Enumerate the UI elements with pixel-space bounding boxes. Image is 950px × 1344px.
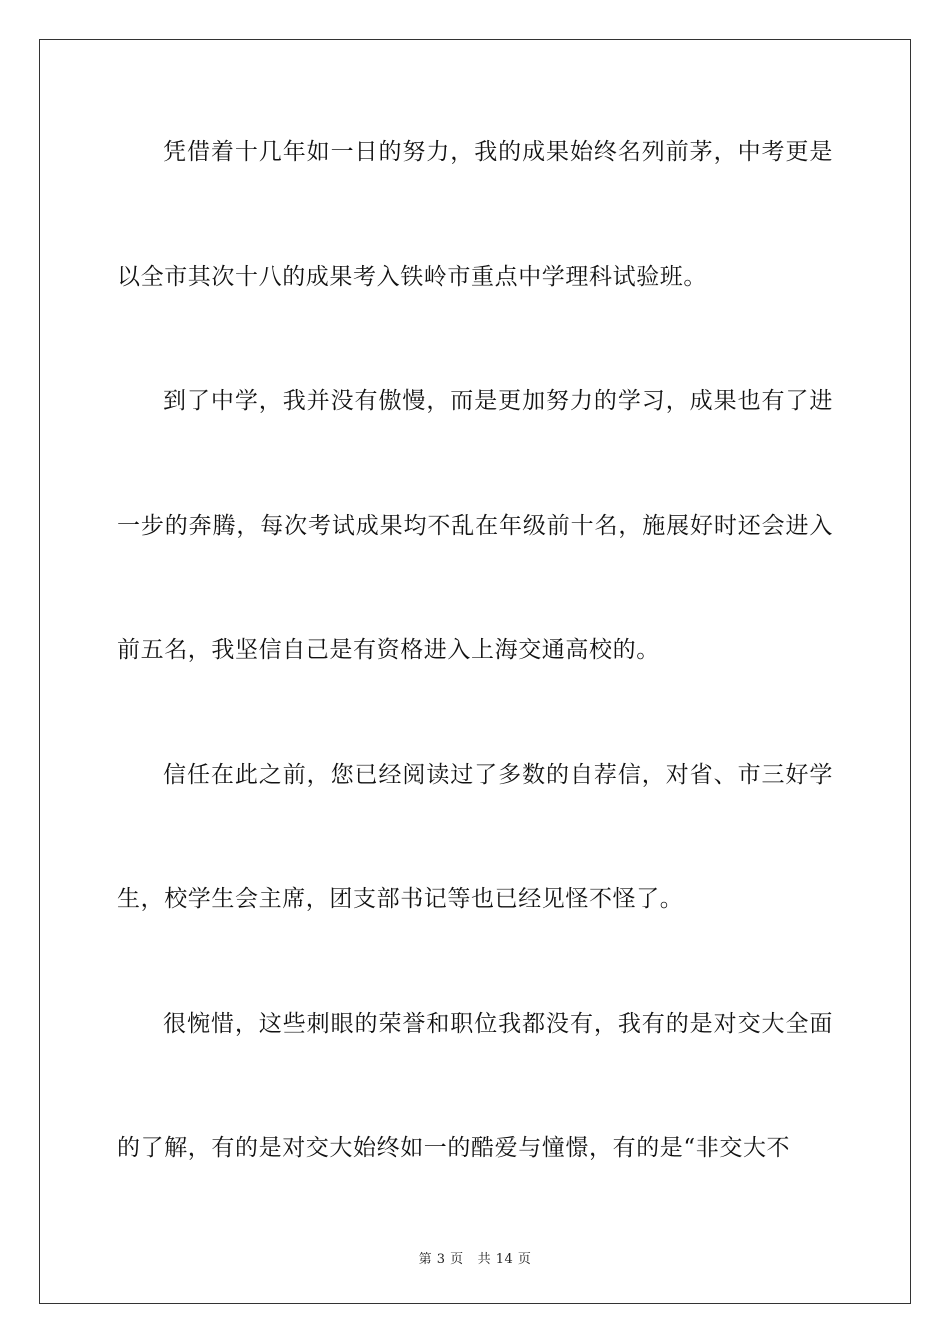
page-footer [0, 1248, 950, 1267]
page-total: 共 14 页 [477, 1252, 532, 1267]
document-body [117, 130, 833, 1251]
paragraph-2: 到了中学，我并没有傲慢，而是更加努力的学习，成果也有了进一步的奔腾，每次考试成果均不乱在年级前十名，施展好时还会进入前五名，我坚信自己是有资格进入上海交通高校的。 [117, 388, 833, 663]
paragraph-1: 凭借着十几年如一日的努力，我的成果始终名列前茅，中考更是以全市其次十八的成果考入铁岭市重点中学理科试验班。 [117, 139, 833, 290]
paragraph-3: 信任在此之前，您已经阅读过了多数的自荐信，对省、市三好学生，校学生会主席，团支部书记等也已经见怪不怪了。 [117, 761, 833, 912]
page-number: 第 3 页 [418, 1252, 464, 1267]
paragraph-4: 很惋惜，这些刺眼的荣誉和职位我都没有，我有的是对交大全面的了解，有的是对交大始终如一的酷爱与憧憬，有的是“非交大不 [117, 1010, 833, 1161]
